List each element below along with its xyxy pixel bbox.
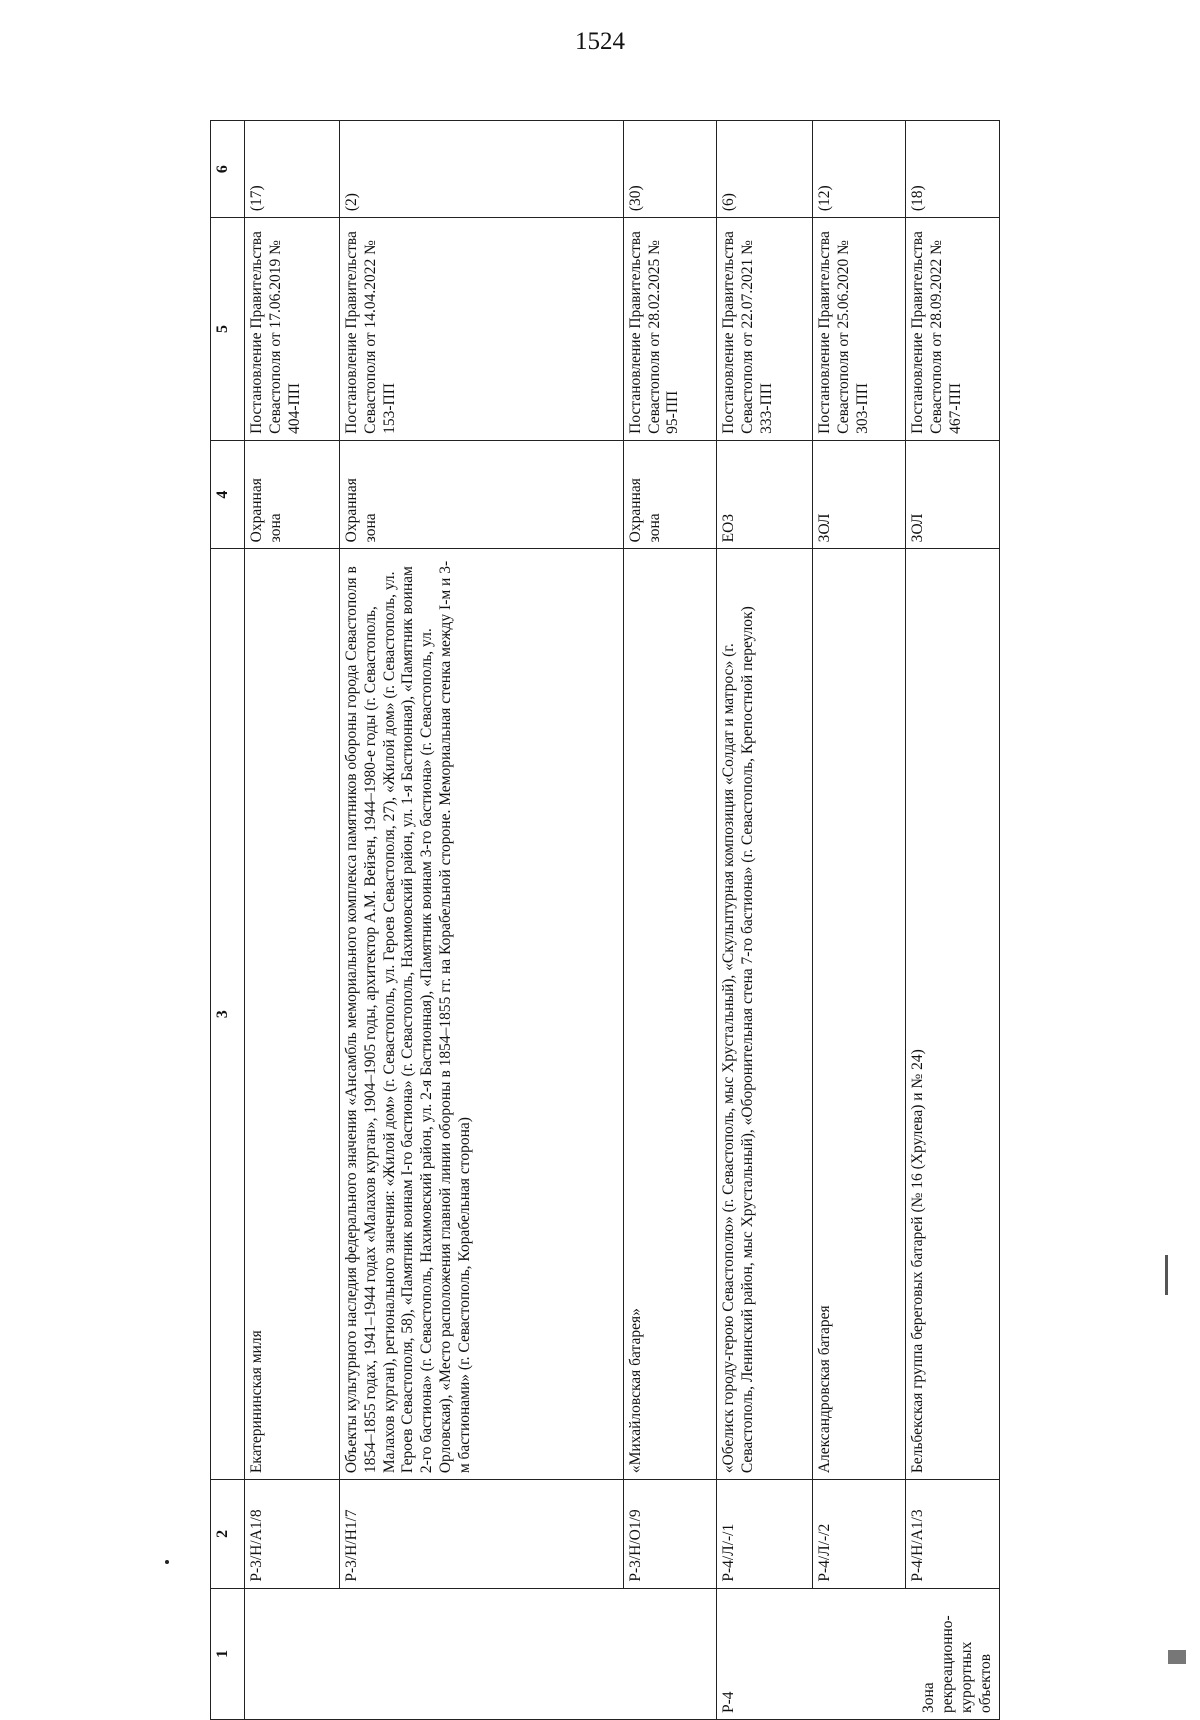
table-row xyxy=(906,121,1000,1720)
zone-type-cell: ЗОЛ xyxy=(906,440,1000,549)
header-cell: 5 xyxy=(211,218,245,441)
zone-type-cell: Охранная зона xyxy=(623,440,717,549)
page-number: 1524 xyxy=(575,28,625,55)
table-row xyxy=(717,121,813,1720)
object-cell: Объекты культурного наследия федерального значения «Ансамбль мемориального комплекса памятников обороны города Севастополя в 1854–1855 годах, 1941–1944 годах «Малахов курган», 1904–1905 годы, архитектор А.М. Вейзен, 1944–1980-е годы (г. Севастополь, Малахов курган), регионального значения: «Жилой дом» (г. Севастополь, ул. Героев Севастополя, 27), «Жилой дом» (г. Севастополь, ул. Героев Севастополя, 58), «Памятник воинам I-го бастиона» (г. Севастополь, Нахимовский район, ул. 1-я Бастионная), «Памятник воинам 2-го бастиона» (г. Севастополь, Нахимовский район, ул. 2-я Бастионная), «Памятник воинам 3-го бастиона» (г. Севастополь, ул. Орловская), «Место расположения главной линии обороны в 1854–1855 гг. на Корабельной стороне. Мемориальная стенка между I-м и 3-м бастионами» (г. Севастополь, Корабельная сторона) xyxy=(339,549,623,1480)
ref-cell: (30) xyxy=(623,121,717,218)
object-cell: Бельбекская группа береговых батарей (№ 16 (Хрулева) и № 24) xyxy=(906,549,1000,1480)
object-cell: «Михайловская батарея» xyxy=(623,549,717,1480)
header-row xyxy=(211,121,245,1720)
scan-speck xyxy=(1165,1255,1168,1295)
object-cell: Екатерининская миля xyxy=(245,549,340,1480)
table-row xyxy=(245,121,340,1720)
header-cell: 6 xyxy=(211,121,245,218)
ref-cell: (6) xyxy=(717,121,813,218)
zone-cell xyxy=(717,1588,1000,1719)
decree-cell: Постановление Правительства Севастополя от 14.04.2022 № 153-ПП xyxy=(339,218,623,441)
scan-speck xyxy=(165,1560,169,1564)
header-cell: 1 xyxy=(211,1588,245,1719)
table-row xyxy=(339,121,623,1720)
ref-cell: (12) xyxy=(812,121,906,218)
header-cell: 2 xyxy=(211,1480,245,1589)
code-cell: Р-4/Л/-/2 xyxy=(812,1480,906,1589)
header-cell: 3 xyxy=(211,549,245,1480)
zones-table xyxy=(210,120,1000,1720)
zone-cell xyxy=(245,1588,340,1719)
code-cell: Р-3/Н/А1/8 xyxy=(245,1480,340,1589)
zone-type-cell: Охранная зона xyxy=(339,440,623,549)
rotated-table-frame xyxy=(210,120,1000,1720)
zone-title: Зона рекреационно-курортных объектов xyxy=(920,1615,995,1713)
decree-cell: Постановление Правительства Севастополя от 22.07.2021 № 333-ПП xyxy=(717,218,813,441)
zone-type-cell: Охранная зона xyxy=(245,440,340,549)
decree-cell: Постановление Правительства Севастополя от 25.06.2020 № 303-ПП xyxy=(812,218,906,441)
code-cell: Р-3/Н/Н1/7 xyxy=(339,1480,623,1589)
code-cell: Р-4/Л/-/1 xyxy=(717,1480,813,1589)
table-row xyxy=(812,121,906,1720)
decree-cell: Постановление Правительства Севастополя от 17.06.2019 № 404-ПП xyxy=(245,218,340,441)
decree-cell: Постановление Правительства Севастополя от 28.02.2025 № 95-ПП xyxy=(623,218,717,441)
table-row xyxy=(623,121,717,1720)
object-cell: «Обелиск городу-герою Севастополю» (г. Севастополь, мыс Хрустальный), «Скульптурная композиция «Солдат и матрос» (г. Севастополь, Ленинский район, мыс Хрустальный), «Оборонительная стена 7-го бастиона» (г. Севастополь, Крепостной переулок) xyxy=(717,549,813,1480)
zone-type-cell: ЕОЗ xyxy=(717,440,813,549)
decree-cell: Постановление Правительства Севастополя от 28.09.2022 № 467-ПП xyxy=(906,218,1000,441)
zone-cell xyxy=(623,1588,717,1719)
zone-type-cell: ЗОЛ xyxy=(812,440,906,549)
zone-cell xyxy=(339,1588,623,1719)
ref-cell: (17) xyxy=(245,121,340,218)
ref-cell: (18) xyxy=(906,121,1000,218)
ref-cell: (2) xyxy=(339,121,623,218)
object-cell: Александровская батарея xyxy=(812,549,906,1480)
code-cell: Р-3/Н/О1/9 xyxy=(623,1480,717,1589)
scan-speck xyxy=(1168,1650,1186,1664)
zone-code: Р-4 xyxy=(720,1691,738,1713)
code-cell: Р-4/Н/А1/3 xyxy=(906,1480,1000,1589)
header-cell: 4 xyxy=(211,440,245,549)
